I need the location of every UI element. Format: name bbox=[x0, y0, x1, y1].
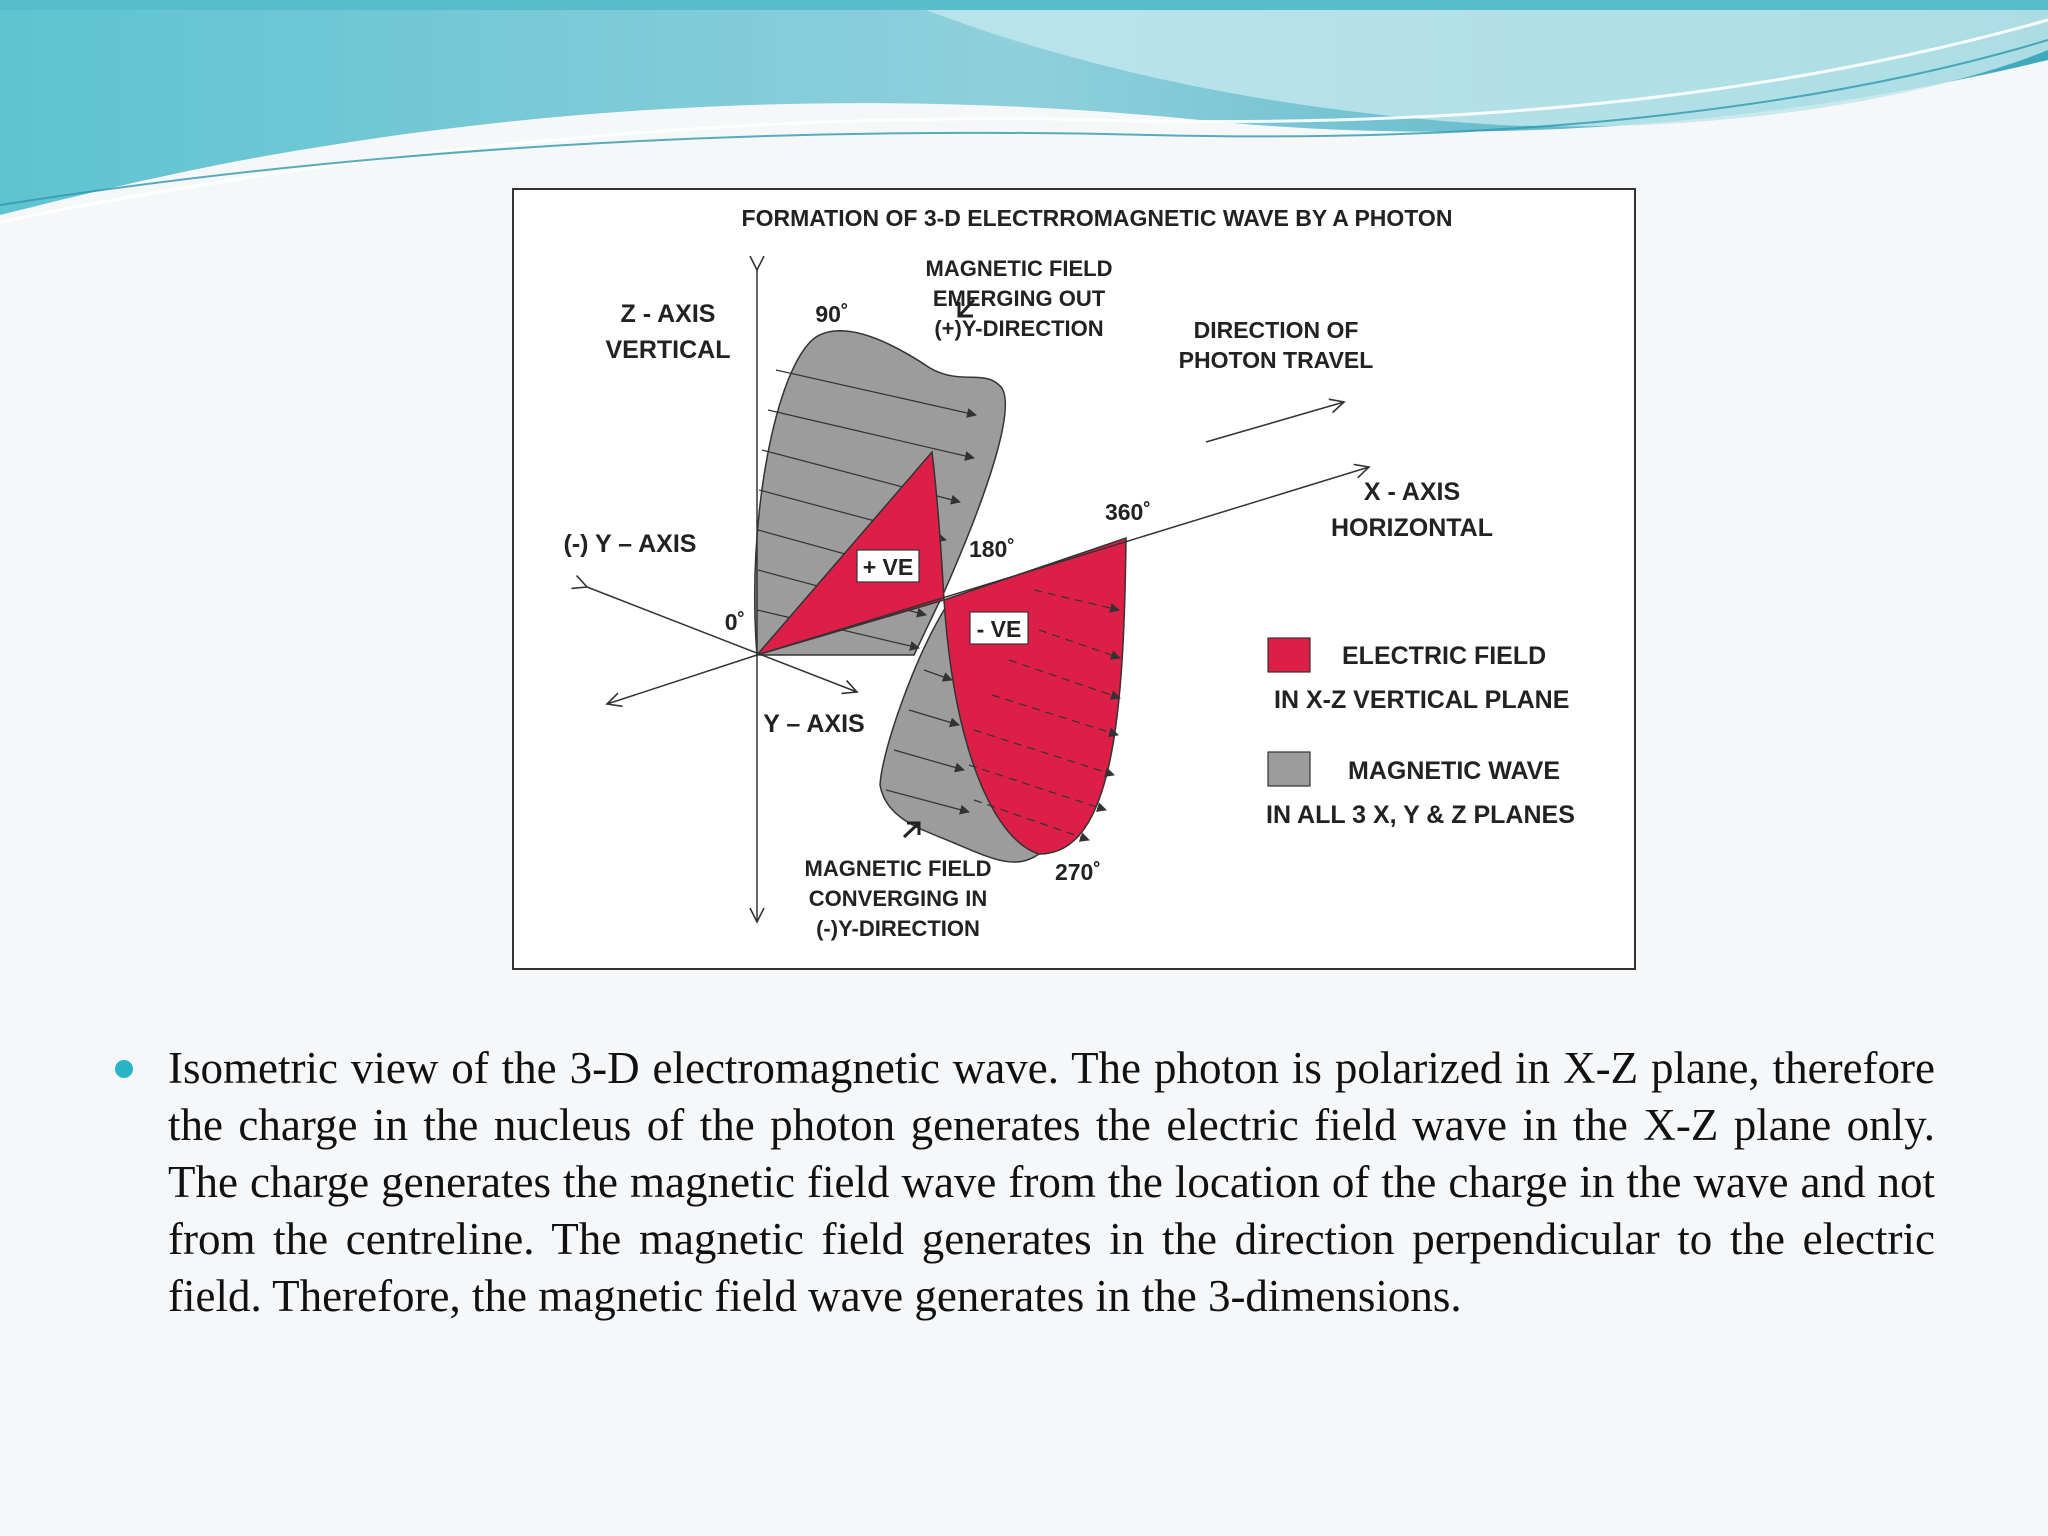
bullet-icon bbox=[115, 1060, 133, 1078]
angle-0: 0˚ bbox=[724, 609, 746, 635]
caption-text: Isometric view of the 3-D electromagnetic wave. The photon is polarized in X-Z plane, therefore the charge in the nucleus of the photon generates the electric field wave in the X-Z plane only. The charge generates the magnetic field wave from the location of the charge in the wave and not from the centreline. The magnetic field generates in the direction perpendicular to the electric field. Therefore, the magnetic field wave generates in the 3-dimensions. bbox=[168, 1043, 1935, 1321]
direction-label-line1: DIRECTION OF bbox=[1193, 317, 1359, 343]
mag-emerging-line1: MAGNETIC FIELD bbox=[925, 256, 1113, 281]
em-wave-diagram bbox=[512, 188, 1636, 970]
mag-converging-line1: MAGNETIC FIELD bbox=[804, 856, 992, 881]
angle-360: 360˚ bbox=[1104, 499, 1152, 525]
legend-magnetic-label: MAGNETIC WAVE bbox=[1348, 757, 1561, 785]
x-axis-label-line1: X - AXIS bbox=[1363, 478, 1461, 506]
legend-electric-label: ELECTRIC FIELD bbox=[1342, 642, 1547, 670]
mag-emerging-line3: (+)Y-DIRECTION bbox=[934, 316, 1104, 341]
mag-converging-line2: CONVERGING IN bbox=[808, 886, 988, 911]
legend-magnetic-swatch bbox=[1268, 752, 1310, 786]
plus-ve-tag: + VE bbox=[862, 554, 914, 580]
neg-y-axis-label: (-) Y – AXIS bbox=[563, 530, 697, 558]
z-axis-label-line1: Z - AXIS bbox=[620, 300, 716, 328]
legend-magnetic-sublabel: IN ALL 3 X, Y & Z PLANES bbox=[1266, 801, 1575, 829]
mag-converging-line3: (-)Y-DIRECTION bbox=[816, 916, 980, 941]
minus-ve-tag: - VE bbox=[976, 616, 1022, 642]
direction-arrow bbox=[1206, 402, 1344, 442]
legend-electric-sublabel: IN X-Z VERTICAL PLANE bbox=[1274, 686, 1570, 714]
z-axis-label-line2: VERTICAL bbox=[605, 336, 731, 364]
angle-90: 90˚ bbox=[815, 301, 849, 327]
direction-label-line2: PHOTON TRAVEL bbox=[1178, 347, 1374, 373]
angle-180: 180˚ bbox=[968, 536, 1016, 562]
y-axis-label: Y – AXIS bbox=[763, 710, 865, 738]
y-axis-back-line bbox=[607, 655, 757, 704]
mag-emerging-line2: EMERGING OUT bbox=[932, 286, 1106, 311]
angle-270: 270˚ bbox=[1054, 859, 1102, 885]
caption-bullet-item bbox=[115, 1040, 1935, 1325]
x-axis-label-line2: HORIZONTAL bbox=[1330, 514, 1494, 542]
diagram-title: FORMATION OF 3-D ELECTRROMAGNETIC WAVE BY A PHOTON bbox=[741, 205, 1453, 231]
legend bbox=[1266, 638, 1575, 829]
legend-electric-swatch bbox=[1268, 638, 1310, 672]
